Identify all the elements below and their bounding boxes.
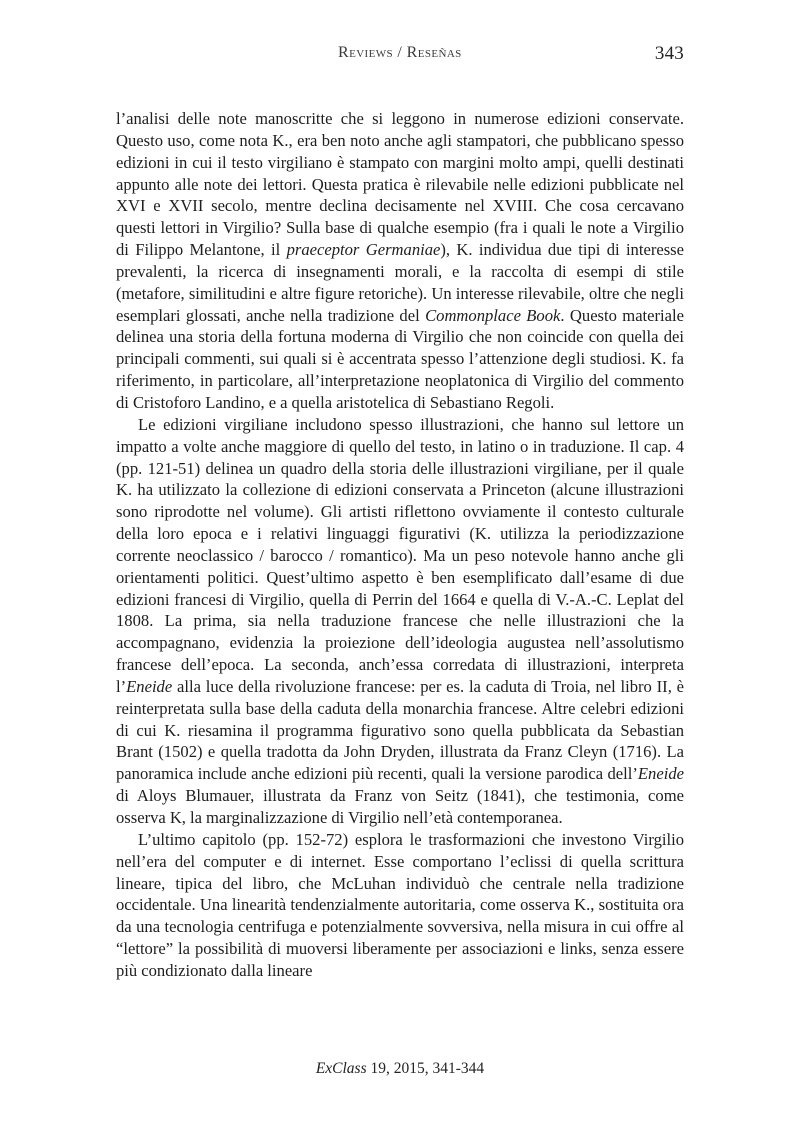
paragraph-3 xyxy=(116,829,684,982)
paragraph-2-text-a: Le edizioni virgiliane includono spesso illustrazioni, che hanno sul lettore un impatto a volte anche maggiore di quello del testo, in latino o in traduzione. Il cap. 4 (pp. 121-51) delinea un quadro della storia delle illustrazioni virgiliane, per il quale K. ha utilizzato la collezione di edizioni conservata a Princeton (alcune illustrazioni sono riprodotte nel volume). Gli artisti riflettono ovviamente il contesto culturale della loro epoca e i relativi linguaggi figurativi (K. utilizza la periodizzazione corrente neoclassico / barocco / romantico). Ma un peso notevole hanno anche gli orientamenti politici. Quest’ultimo aspetto è ben esemplificato dall’esame di due edizioni francesi di Virgilio, quella di Perrin del 1664 e quella di V.-A.-C. Leplat del 1808. La prima, sia nella traduzione francese che nelle illustrazioni che la accompagnano, evidenzia la proiezione dell’ideologia augustea nell’assolutismo francese dell’epoca. La seconda, anch’essa corredata di illustrazioni, interpreta l’ xyxy=(116,414,684,696)
colophon-reference: 19, 2015, 341-344 xyxy=(366,1060,485,1077)
paragraph-1 xyxy=(116,108,684,414)
running-head xyxy=(116,44,684,70)
running-head-title: Reviews / Reseñas xyxy=(338,44,462,61)
page-number: 343 xyxy=(654,43,684,64)
paragraph-1-italic-commonplace-book: Commonplace Book xyxy=(425,305,561,325)
paragraph-1-text-b: ), K. individua due tipi di interesse prevalenti, la ricerca di insegnamenti morali, e la raccolta di esempi di stile (metafore, similitudini e altre figure retoriche). Un interesse rilevabile, oltre che negli esemplari glossati, anche nella tradizione del xyxy=(116,240,684,325)
paragraph-2-italic-eneide-1: Eneide xyxy=(126,676,173,696)
paragraph-2-italic-eneide-2: Eneide xyxy=(637,764,684,784)
body-text xyxy=(116,108,684,982)
paragraph-2 xyxy=(116,414,684,829)
paragraph-2-text-b: alla luce della rivoluzione francese: per es. la caduta di Troia, nel libro II, è reinterpretata sulla base della caduta della monarchia francese. Altre celebri edizioni di cui K. riesamina il programma figurativo sono quella pubblicata da Sebastian Brant (1502) e quella tradotta da John Dryden, illustrata da Franz Cleyn (1716). La panoramica include anche edizioni più recenti, quali la versione parodica dell’ xyxy=(116,676,684,784)
paragraph-2-text-c: di Aloys Blumauer, illustrata da Franz von Seitz (1841), che testimonia, come osserva K, la marginalizzazione di Virgilio nell’età contemporanea. xyxy=(116,786,684,827)
colophon-journal-title: ExClass xyxy=(315,1060,367,1077)
paragraph-1-text-a: l’analisi delle note manoscritte che si leggono in numerose edizioni conservate. Questo uso, come nota K., era ben noto anche agli stampatori, che pubblicano spesso edizioni in cui il testo virgiliano è stampato con margini molto ampi, quelli destinati appunto alle note dei lettori. Questa pratica è rilevabile nelle edizioni pubblicate nel XVI e XVII secolo, mentre declina decisamente nel XVIII. Che cosa cercavano questi lettori in Virgilio? Sulla base di qualche esempio (fra i quali le note a Virgilio di Filippo Melantone, il xyxy=(116,109,684,260)
paragraph-3-text: L’ultimo capitolo (pp. 152-72) esplora le trasformazioni che investono Virgilio nell’era del computer e di internet. Esse comportano l’eclissi di quella scrittura lineare, tipica del libro, che McLuhan individuò che centrale nella tradizione occidentale. Una linearità tendenzialmente autoritaria, come osserva K., sostituita ora da una tecnologia centrifuga e potenzialmente sovversiva, nella misura in cui offre al “lettore” la possibilità di muoversi liberamente per associazioni e links, senza essere più condizionato dalla lineare xyxy=(116,829,684,980)
paragraph-1-italic-praeceptor-germaniae: praeceptor Germaniae xyxy=(286,240,441,260)
colophon xyxy=(116,1060,684,1078)
paragraph-1-text-c: . Questo materiale delinea una storia della fortuna moderna di Virgilio che non coincide con quella dei principali commenti, sui quali si è accentrata spesso l’attenzione degli studiosi. K. fa riferimento, in particolare, all’interpretazione neoplatonica di Virgilio del commento di Cristoforo Landino, e a quella aristotelica di Sebastiano Regoli. xyxy=(116,305,685,412)
